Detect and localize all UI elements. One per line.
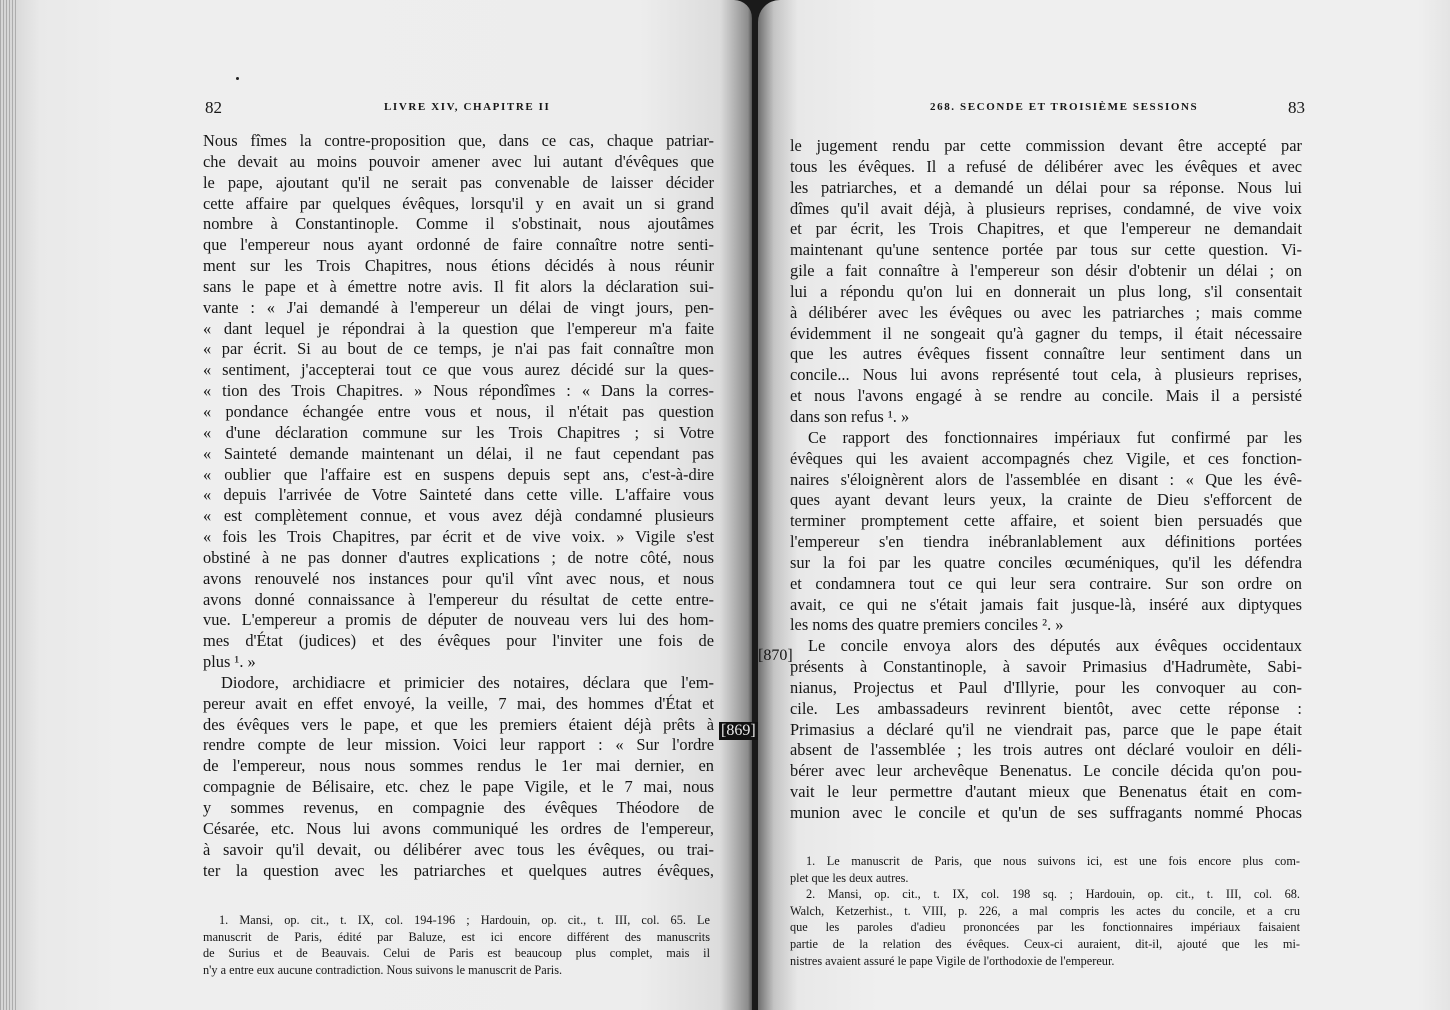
footnote-line: manuscrit de Paris, édité par Baluze, est ici encore différent des manuscrits [203, 929, 710, 944]
page-number-left: 82 [205, 98, 222, 117]
footnote-line: nistres avaient assuré le pape Vigile de l'orthodoxie de l'empereur. [790, 953, 1115, 968]
text-line: les patriarches, et a demandé un délai pour sa réponse. Nous lui [790, 177, 1302, 197]
text-line: terminer promptement cette affaire, et soient bien persuadés que [790, 511, 1302, 531]
text-line: « fois les Trois Chapitres, par écrit et de vive voix. » Vigile s'est [203, 527, 714, 547]
text-line: ment sur les Trois Chapitres, nous étions décidés à nous réunir [203, 256, 714, 276]
text-line: « par écrit. Si au bout de ce temps, je n'ai pas fait connaître mon [203, 339, 714, 359]
text-line: bérer avec leur archevêque Benenatus. Le concile décida qu'on pou- [790, 761, 1302, 781]
text-line: dans son refus ¹. » [790, 406, 910, 426]
text-line: lui a répondu qu'on lui en donnerait un plus long, s'il consentait [790, 281, 1302, 301]
margin-marker-right: [870] [758, 647, 793, 664]
text-line: évidemment il ne songeait qu'à gagner du temps, il était nécessaire [790, 323, 1302, 343]
text-line: Césarée, etc. Nous lui avons communiqué les ordres de l'empereur, [203, 818, 714, 838]
text-line: et condamnera tout ce qui leur sera contraire. Sur son ordre on [790, 573, 1302, 593]
text-line: « oublier que l'affaire est en suspens depuis sept ans, c'est-à-dire [203, 464, 714, 484]
text-line: « dant lequel je répondrai à la question que l'empereur m'a faite [203, 318, 714, 338]
text-line: et par écrit, les Trois Chapitres, et que l'empereur ne demandait [790, 219, 1302, 239]
text-line: plus ¹. » [203, 652, 256, 672]
text-line: cette affaire par quelques évêques, lorsqu'il y en avait un si grand [203, 193, 714, 213]
text-line: Diodore, archidiacre et primicier des notaires, déclara que l'em- [221, 672, 714, 692]
text-line: et nous l'avons engagé à se rendre au concile. Mais il a persisté [790, 386, 1302, 406]
page-edges [0, 0, 16, 1010]
text-line: des évêques vers le pape, et que les premiers étaient déjà prêts à [203, 714, 714, 734]
print-speck [236, 77, 239, 80]
text-line: dîmes qu'il avait déjà, à plusieurs reprises, condamné, de vive voix [790, 198, 1302, 218]
text-line: à délibérer avec les évêques ou avec les patriarches ; mais comme [790, 302, 1302, 322]
text-line: rendre compte de leur mission. Voici leur rapport : « Sur l'ordre [203, 735, 714, 755]
text-line: maintenant qu'une sentence portée par tous sur cette question. Vi- [790, 240, 1302, 260]
text-line: sans le pape et à émettre notre avis. Il fit alors la déclaration sui- [203, 276, 714, 296]
page-number-right: 83 [1288, 98, 1305, 117]
left-footnotes [203, 912, 710, 978]
footnote-line: plet que les deux autres. [790, 870, 909, 885]
text-line: Le concile envoya alors des députés aux évêques occidentaux [808, 636, 1302, 656]
text-line: avait, ce qui ne s'était jamais fait jusque-là, inséré aux diptyques [790, 594, 1302, 614]
text-line: Nous fîmes la contre-proposition que, dans ce cas, chaque patriar- [203, 131, 714, 150]
text-line: sur la foi par les quatre conciles œcuméniques, qu'il les défendra [790, 552, 1302, 572]
footnote-line: partie de la relation des évêques. Ceux-ci auraient, dit-il, ajouté que les mi- [790, 936, 1300, 951]
footnote-line: que les paroles d'adieu prononcées par les fonctionnaires impériaux faisaient [790, 920, 1300, 935]
text-line: le pape, ajoutant qu'il ne serait pas convenable de laisser décider [203, 172, 714, 192]
text-line: pereur avait en effet envoyé, la veille, 7 mai, des hommes d'État et [203, 693, 714, 713]
footnote-line: 1. Mansi, op. cit., t. IX, col. 194-196 ; Hardouin, op. cit., t. III, col. 65. Le [219, 913, 710, 927]
text-line: absent de l'assemblée ; les trois autres ont déclaré vouloir en déli- [790, 740, 1302, 760]
text-line: mes d'État (judices) et des évêques pour l'inviter une fois de [203, 631, 714, 651]
footnote-line: 2. Mansi, op. cit., t. IX, col. 198 sq. ; Hardouin, op. cit., t. III, col. 68. [806, 887, 1300, 902]
text-line: compagnie de Bélisaire, etc. chez le pape Vigile, et le 7 mai, nous [203, 777, 714, 797]
text-line: « est complètement connue, et vous avez déjà condamné plusieurs [203, 506, 714, 526]
text-line: « tion des Trois Chapitres. » Nous répondîmes : « Dans la corres- [203, 381, 714, 401]
text-line: naires s'éloignèrent alors de l'assemblée en disant : « Que les évê- [790, 469, 1302, 489]
text-line: « depuis l'arrivée de Votre Sainteté dans cette ville. L'affaire vous [203, 485, 714, 505]
text-line: tous les évêques. Il a refusé de délibérer avec les évêques et avec [790, 156, 1302, 176]
footnote-line: Walch, Ketzerhist., t. VIII, p. 226, a mal compris les actes du concile, et a cru [790, 903, 1300, 918]
right-footnotes [790, 853, 1300, 969]
text-line: que les autres évêques fissent connaître leur sentiment dans un [790, 344, 1302, 364]
footnote-line: 1. Le manuscrit de Paris, que nous suivons ici, est une fois encore plus com- [806, 854, 1300, 868]
text-line: avons donné connaissance à l'empereur du résultat de cette entre- [203, 589, 714, 609]
text-line: les noms des quatre premiers conciles ². » [790, 615, 1064, 635]
text-line: y sommes revenus, en compagnie des évêques Théodore de [203, 798, 714, 817]
text-line: concile... Nous lui avons représenté tout cela, à plusieurs reprises, [790, 365, 1302, 385]
text-line: « Sainteté demande maintenant un délai, il ne faut cependant pas [203, 443, 714, 463]
text-line: que l'empereur nous ayant ordonné de faire connaître notre senti- [203, 235, 714, 255]
text-line: l'empereur s'en tiendra inébranlablement aux définitions portées [790, 532, 1302, 552]
text-line: cile. Les ambassadeurs revinrent bientôt, avec cette réponse : [790, 698, 1302, 718]
text-line: munion avec le concile et qu'un de ses suffragants nommé Phocas [790, 803, 1302, 822]
text-line: avons renouvelé nos instances pour qu'il vînt avec nous, et nous [203, 568, 714, 588]
text-line: ter la question avec les patriarches et quelques autres évêques, [203, 860, 714, 880]
running-head-left: LIVRE XIV, CHAPITRE II [384, 101, 551, 113]
text-line: « pondance échangée entre vous et nous, il n'était pas question [203, 401, 714, 421]
text-line: obstiné à ne pas donner d'autres explications ; de notre côté, nous [203, 547, 714, 567]
text-line: vue. L'empereur a promis de députer de nouveau vers lui des hom- [203, 610, 714, 630]
right-body-text [790, 136, 1302, 824]
text-line: « sentiment, j'accepterai tout ce que vous aurez décidé sur la ques- [203, 360, 714, 380]
left-body-text [203, 131, 714, 881]
text-line: Ce rapport des fonctionnaires impériaux fut confirmé par les [808, 427, 1302, 447]
text-line: « d'une déclaration commune sur les Trois Chapitres ; si Votre [203, 422, 714, 442]
text-line: à savoir qu'il devait, ou délibérer avec tous les évêques, ou trai- [203, 839, 714, 859]
text-line: ques ayant devant leurs yeux, la crainte de Dieu s'efforcent de [790, 490, 1302, 510]
running-head-right: 268. SECONDE ET TROISIÈME SESSIONS [930, 101, 1199, 113]
text-line: le jugement rendu par cette commission devant être accepté par [790, 136, 1302, 155]
margin-marker-left: [869] [721, 722, 756, 739]
text-line: che devait au moins pouvoir amener avec lui autant d'évêques que [203, 151, 714, 171]
text-line: nianus, Projectus et Paul d'Illyrie, pour les convoquer au con- [790, 677, 1302, 697]
text-line: vante : « J'ai demandé à l'empereur un délai de vingt jours, pen- [203, 297, 714, 317]
text-line: présents à Constantinople, à savoir Primasius d'Hadrumète, Sabi- [790, 657, 1302, 677]
text-line: Primasius a déclaré qu'il ne viendrait pas, parce que le pape était [790, 719, 1302, 739]
footnote-line: de Surius et de Beauvais. Celui de Paris est beaucoup plus complet, mais il [203, 946, 710, 961]
right-page [758, 0, 1450, 1010]
text-line: évêques qui les avaient accompagnés chez Vigile, et ces fonction- [790, 448, 1302, 468]
text-line: nombre à Constantinople. Comme il s'obstinait, nous ajoutâmes [203, 214, 714, 234]
text-line: vait le leur permettre d'autant mieux que Benenatus était en com- [790, 782, 1302, 802]
footnote-line: n'y a entre eux aucune contradiction. Nous suivons le manuscrit de Paris. [203, 962, 563, 977]
text-line: de l'empereur, nous nous sommes rendus le 1er mai dernier, en [203, 756, 714, 776]
text-line: gile a fait connaître à l'empereur son désir d'obtenir un délai ; on [790, 261, 1302, 281]
